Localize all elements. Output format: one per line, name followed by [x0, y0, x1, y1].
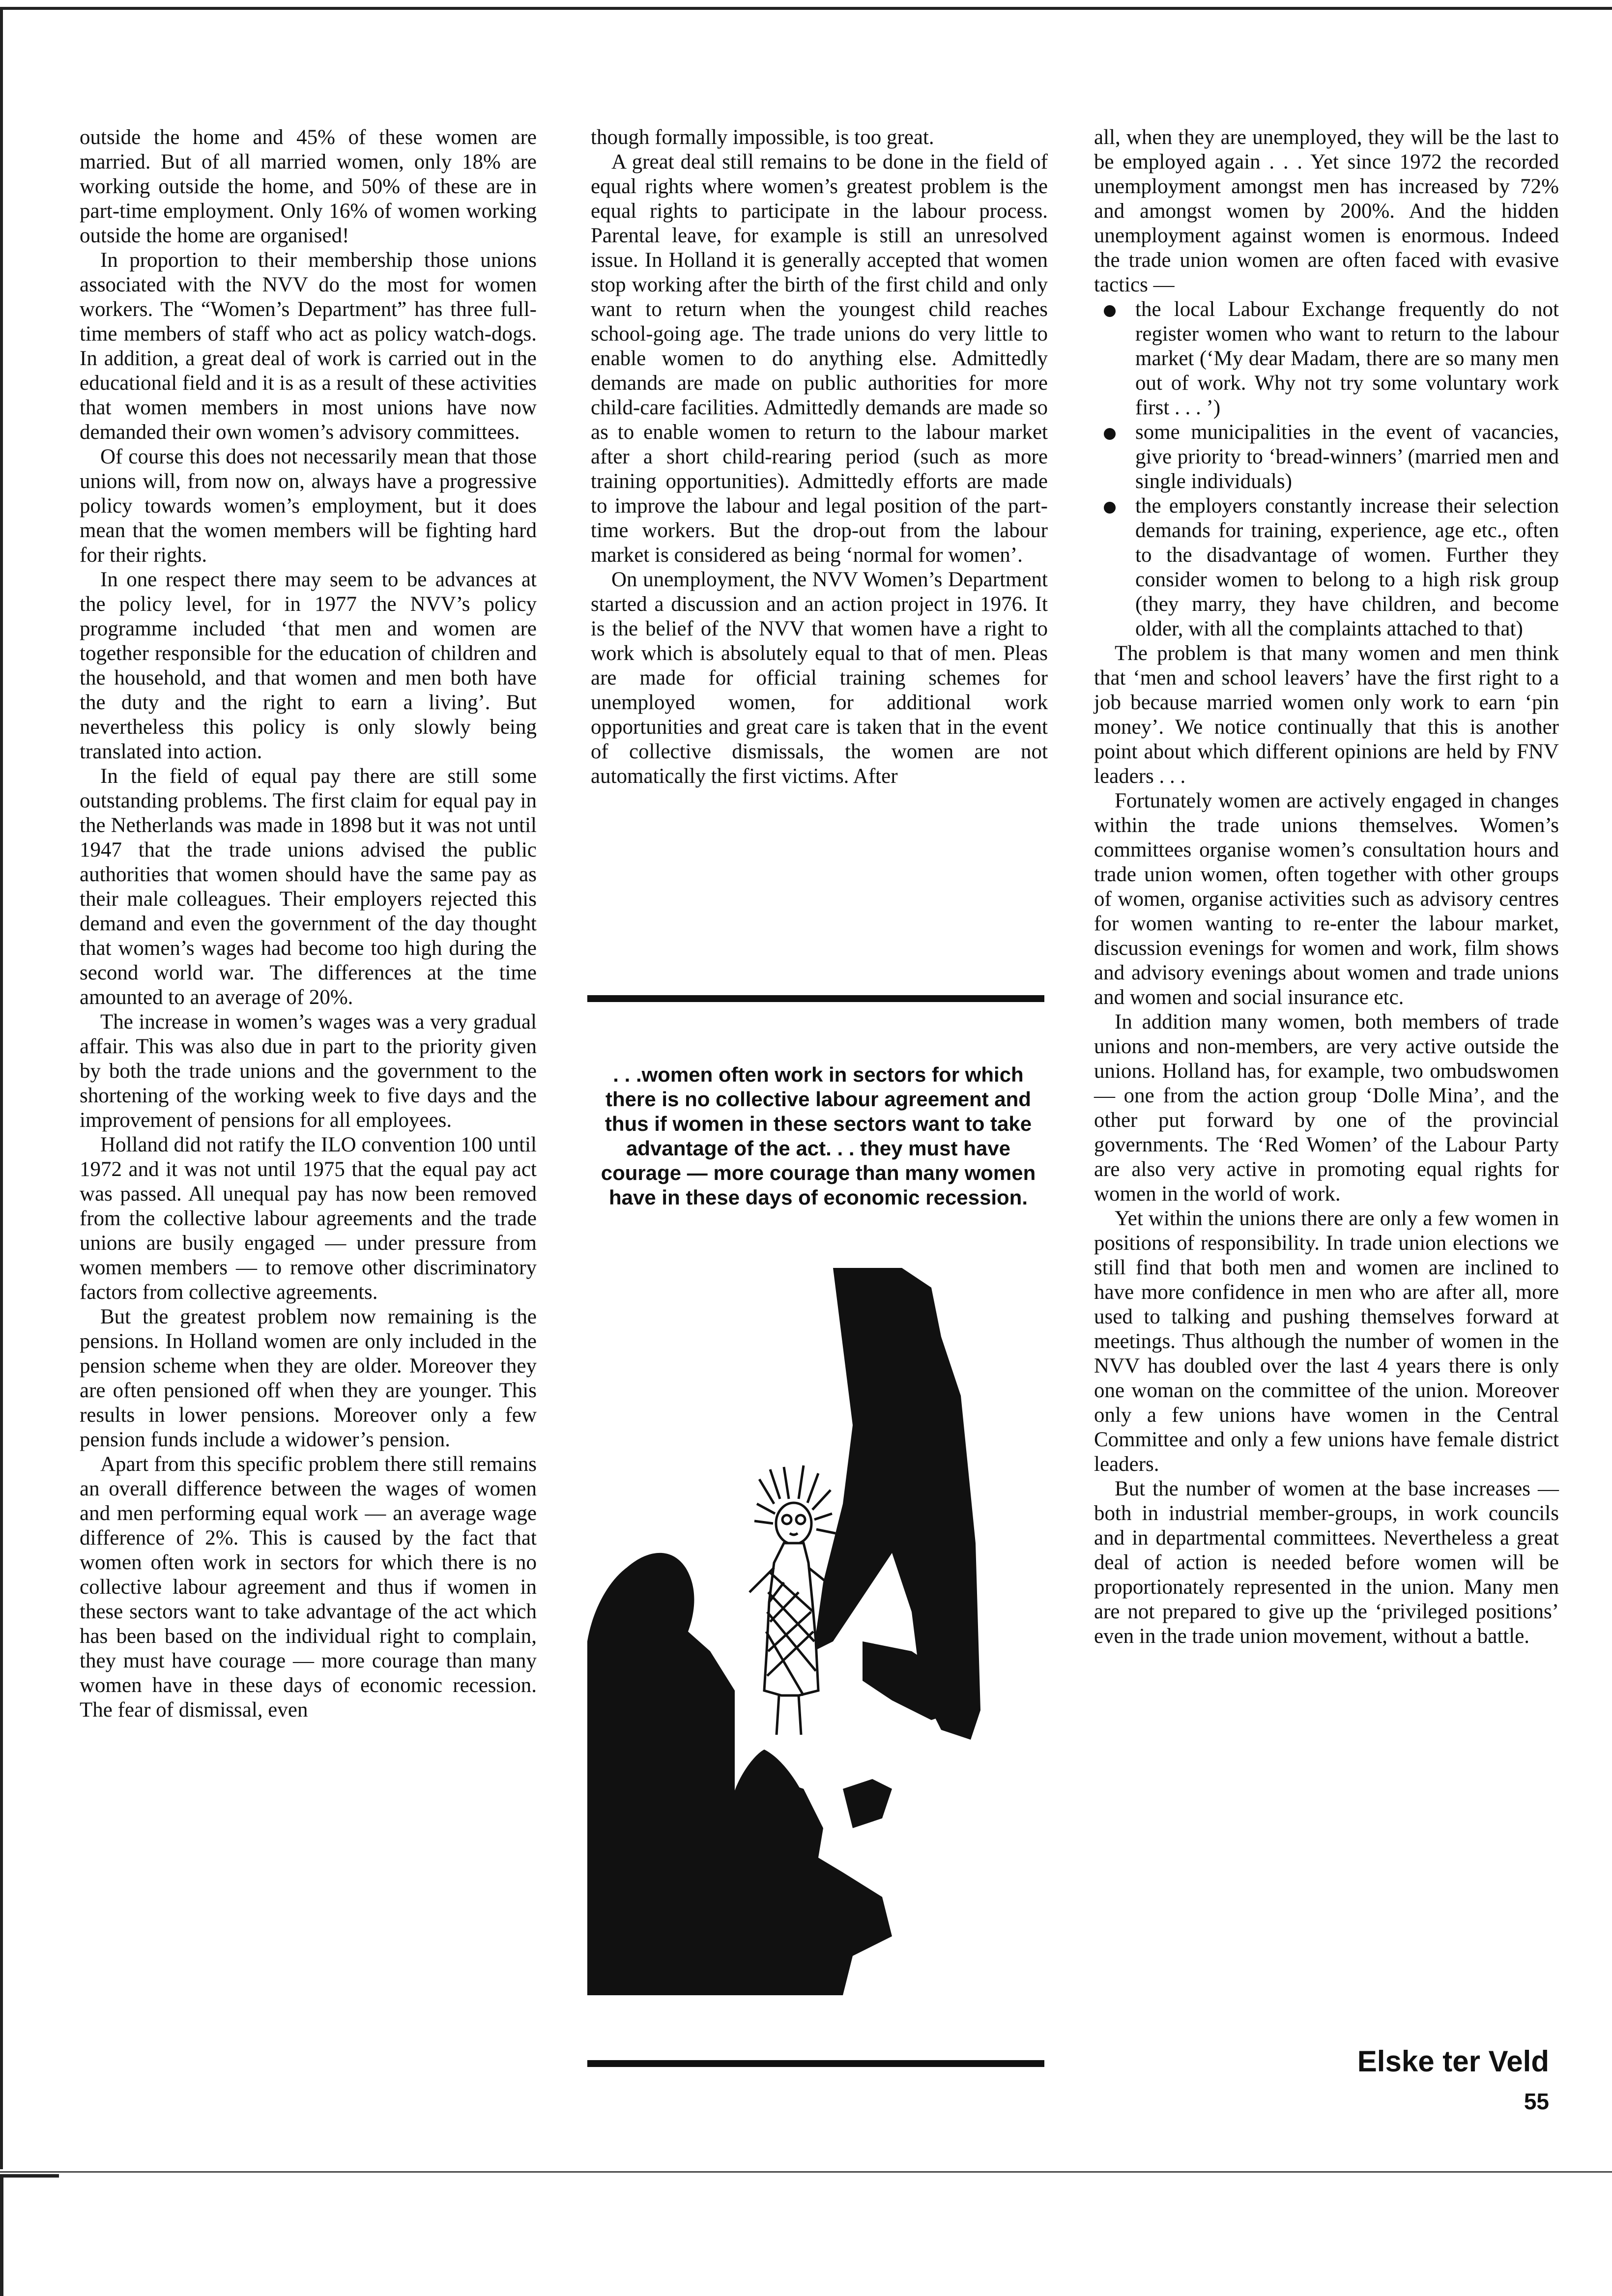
paragraph: though formally impossible, is too great. — [591, 126, 934, 149]
top-rule — [0, 7, 1612, 10]
paragraph: Apart from this specific problem there still remains an overall difference between the wages of women and men performing equal work — an average wage difference of 2%. This is caused by the fact that women often work in sectors for which there is no collective labour agreement and thus if women in these sectors want to take advantage of the act which has been based on the individual right to complain, they must have courage — more courage than many women have in these days of economic recession. The fear of dismissal, even — [80, 1453, 537, 1722]
bullet-list — [1094, 297, 1559, 641]
bottom-rule — [0, 2171, 1612, 2173]
pullquote-rule-top — [587, 995, 1044, 1002]
paragraph: On unemployment, the NVV Women’s Department started a discussion and an action project in 1976. It is the belief of the NVV that women have a right to work which is absolutely equal to that of men. Pleas are made for official training schemes for unemployed women, for additional work opportunities and great care is taken that in the event of collective dismissals, the women are not automatically the first victims. After — [591, 568, 1048, 788]
list-item — [1094, 297, 1559, 420]
list-item-text: some municipalities in the event of vacancies, give priority to ‘bread-winners’ (married men and single individuals) — [1135, 421, 1559, 493]
paragraph: In addition many women, both members of trade unions and non-members, are very active outside the unions. Holland has, for example, two ombudswomen — one from the action group ‘Dolle Mina’, and the other put forward by one of the provincial governments. The ‘Red Women’ of the Labour Party are also very active in promoting equal rights for women in the world of work. — [1094, 1010, 1559, 1205]
column-1 — [80, 125, 537, 1722]
author-byline: Elske ter Veld — [1357, 2045, 1549, 2078]
paragraph: But the number of women at the base increases — both in industrial member-groups, in work councils and in departmental committees. Nevertheless a great deal of action is needed before women will be proportionately represented in the union. Many men are not prepared to give up the ‘privileged positions’ even in the trade union movement, without a battle. — [1094, 1477, 1559, 1648]
paragraph: Fortunately women are actively engaged in changes within the trade unions themselves. Women’s committees organise women’s consultation hours and trade union women, often together with other groups of women, organise activities such as advisory centres for women wanting to re-enter the labour market, discussion evenings for women and work, film shows and advisory evenings about women and trade unions and women and social insurance etc. — [1094, 789, 1559, 1009]
pullquote-rule-bottom — [587, 2060, 1044, 2067]
paragraph: In proportion to their membership those unions associated with the NVV do the most for women workers. The “Women’s Department” has three full-time members of staff who act as policy watch-dogs. In addition, a great deal of work is carried out in the educational field and it is as a result of these activities that women members in most unions have now demanded their own women’s advisory committees. — [80, 249, 537, 444]
paragraph: outside the home and 45% of these women are married. But of all married women, only 18% are working outside the home, and 50% of these are in part-time employment. Only 16% of women working outside the home are organised! — [80, 126, 537, 247]
bullet-icon — [1104, 428, 1116, 440]
column-3 — [1094, 125, 1559, 1649]
page-number: 55 — [1524, 2089, 1549, 2114]
list-item — [1094, 494, 1559, 641]
list-item-text: the employers constantly increase their selection demands for training, experience, age etc., often to the disadvantage of women. Further they consider women to belong to a high risk group (they marry, they have children, and become older, with all the complaints attached to that) — [1135, 494, 1559, 640]
paragraph: In one respect there may seem to be advances at the policy level, for in 1977 the NVV’s policy programme included ‘that men and women are together responsible for the education of children and the household, and that women and men both have the duty and the right to earn a living’. But nevertheless this policy is only slowly being translated into action. — [80, 568, 537, 763]
illustration-woman-in-shadow — [587, 1268, 980, 1995]
bottom-corner-mark — [0, 2174, 59, 2178]
paragraph: Yet within the unions there are only a few women in positions of responsibility. In trade union elections we still find that both men and women are inclined to have more confidence in men who are after all, more used to talking and pushing themselves forward at meetings. Thus although the number of women in the NVV has doubled over the last 4 years there is only one woman on the committee of the union. Moreover only a few unions have women in the Central Committee and only a few unions have female district leaders. — [1094, 1207, 1559, 1476]
paragraph: The increase in women’s wages was a very gradual affair. This was also due in part to the priority given by both the trade unions and the government to the shortening of the working week to five days and the improvement of pensions for all employees. — [80, 1010, 537, 1132]
column-2 — [591, 125, 1048, 789]
list-item-text: the local Labour Exchange frequently do not register women who want to return to the labour market (‘My dear Madam, there are so many men out of work. Why not try some voluntary work first . . . ’) — [1135, 298, 1559, 419]
paragraph: Of course this does not necessarily mean that those unions will, from now on, always have a progressive policy towards women’s employment, but it does mean that the women members will be fighting hard for their rights. — [80, 445, 537, 567]
paragraph: A great deal still remains to be done in the field of equal rights where women’s greatest problem is the equal rights to participate in the labour process. Parental leave, for example is still an unresolved issue. In Holland it is generally accepted that women stop working after the birth of the first child and only want to return when the youngest child reaches school-going age. The trade unions do very little to enable women to do anything else. Admittedly demands are made on public authorities for more child-care facilities. Admittedly demands are made so as to enable women to return to the labour market after a short child-rearing period (such as more training opportunities). Admittedly efforts are made to improve the labour and legal position of the part-time workers. But the drop-out from the labour market is considered as being ‘normal for women’. — [591, 150, 1048, 567]
bullet-icon — [1104, 502, 1116, 514]
pull-quote: . . .women often work in sectors for which there is no collective labour agreement and thus if women in these sectors want to take advantage of the act. . . they must have courage — more courage than many women have in these days of economic recession. — [601, 1063, 1036, 1209]
paragraph: The problem is that many women and men think that ‘men and school leavers’ have the first right to a job because married women only work to earn ‘pin money’. We notice continually that this is another point about which different opinions are held by FNV leaders . . . — [1094, 642, 1559, 788]
bottom-corner-mark-vertical — [0, 2174, 3, 2296]
paragraph: Holland did not ratify the ILO convention 100 until 1972 and it was not until 1975 that the equal pay act was passed. All unequal pay has now been removed from the collective labour agreements and the trade unions are busily engaged — under pressure from women members — to remove other discriminatory factors from collective agreements. — [80, 1133, 537, 1304]
left-rule — [0, 7, 3, 2169]
paragraph: But the greatest problem now remaining is the pensions. In Holland women are only included in the pension scheme when they are older. Moreover they are often pensioned off when they are younger. This results in lower pensions. Moreover only a few pension funds include a widower’s pension. — [80, 1305, 537, 1451]
paragraph: all, when they are unemployed, they will be the last to be employed again . . . Yet since 1972 the recorded unemployment amongst men has increased by 72% and amongst women by 200%. And the hidden unemployment against women is enormous. Indeed the trade union women are often faced with evasive tactics — — [1094, 126, 1559, 296]
bullet-icon — [1104, 305, 1116, 317]
list-item — [1094, 420, 1559, 494]
paragraph: In the field of equal pay there are still some outstanding problems. The first claim for equal pay in the Netherlands was made in 1898 but it was not until 1947 that the trade unions advised the public authorities that women should have the same pay as their male colleagues. Their employers rejected this demand and even the government of the day thought that women’s wages had become too high during the second world war. The differences at the time amounted to an average of 20%. — [80, 765, 537, 1009]
